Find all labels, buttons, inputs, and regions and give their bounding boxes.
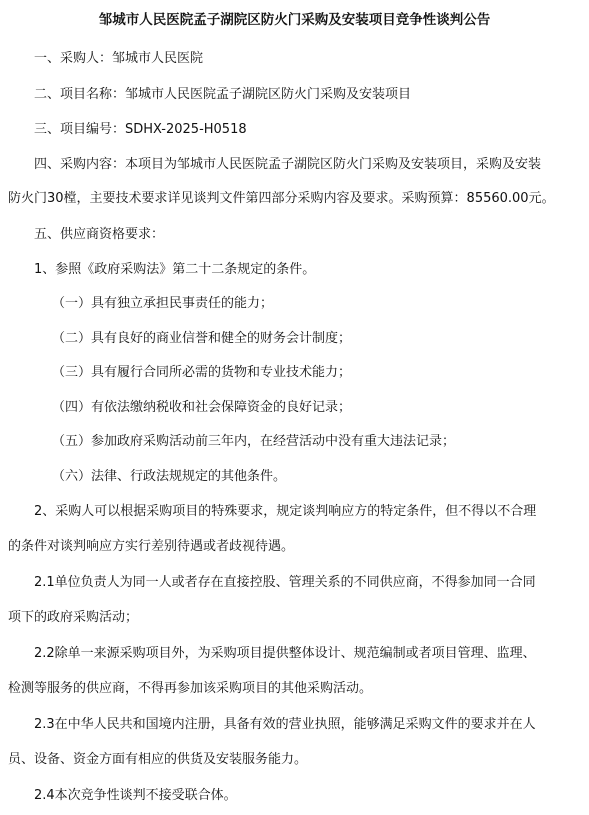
document-title: 邹城市人民医院孟子湖院区防火门采购及安装项目竞争性谈判公告: [98, 12, 491, 28]
qualification-item-2-1-cont: 项下的政府采购活动；: [8, 610, 139, 625]
qualification-subitem-5: （五）参加政府采购活动前三年内，在经营活动中没有重大违法记录；: [52, 434, 456, 449]
purchaser-line: 一、采购人：邹城市人民医院: [34, 51, 204, 66]
qualification-item-2: 2、采购人可以根据采购项目的特殊要求，规定谈判响应方的特定条件，但不得以不合理: [34, 504, 537, 519]
project-name-line: 二、项目名称：邹城市人民医院孟子湖院区防火门采购及安装项目: [34, 87, 412, 102]
qualification-subitem-6: （六）法律、行政法规规定的其他条件。: [52, 469, 287, 484]
qualification-item-2-4: 2.4本次竞争性谈判不接受联合体。: [34, 788, 237, 803]
procurement-content-line: 四、采购内容：本项目为邹城市人民医院孟子湖院区防火门采购及安装项目，采购及安装: [34, 157, 542, 172]
supplier-qualification-heading: 五、供应商资格要求：: [34, 227, 165, 242]
qualification-item-2-1: 2.1单位负责人为同一人或者存在直接控股、管理关系的不同供应商，不得参加同一合同: [34, 575, 536, 590]
qualification-subitem-3: （三）具有履行合同所必需的货物和专业技术能力；: [52, 365, 352, 380]
qualification-subitem-2: （二）具有良好的商业信誉和健全的财务会计制度；: [52, 331, 352, 346]
project-number-line: 三、项目编号：SDHX-2025-H0518: [34, 122, 247, 137]
qualification-subitem-1: （一）具有独立承担民事责任的能力；: [52, 296, 274, 311]
qualification-item-2-2-cont: 检测等服务的供应商，不得再参加该采购项目的其他采购活动。: [8, 681, 373, 696]
qualification-item-2-cont: 的条件对谈判响应方实行差别待遇或者歧视待遇。: [8, 539, 295, 554]
qualification-item-2-3-cont: 员、设备、资金方面有相应的供货及安装服务能力。: [8, 752, 308, 767]
qualification-item-2-3: 2.3在中华人民共和国境内注册，具备有效的营业执照，能够满足采购文件的要求并在人: [34, 717, 536, 732]
qualification-item-1: 1、参照《政府采购法》第二十二条规定的条件。: [34, 262, 316, 277]
procurement-content-cont: 防火门30樘，主要技术要求详见谈判文件第四部分采购内容及要求。采购预算：85560.00元。: [8, 191, 555, 206]
qualification-subitem-4: （四）有依法缴纳税收和社会保障资金的良好记录；: [52, 400, 352, 415]
qualification-item-2-2: 2.2除单一来源采购项目外，为采购项目提供整体设计、规范编制或者项目管理、监理、: [34, 646, 536, 661]
